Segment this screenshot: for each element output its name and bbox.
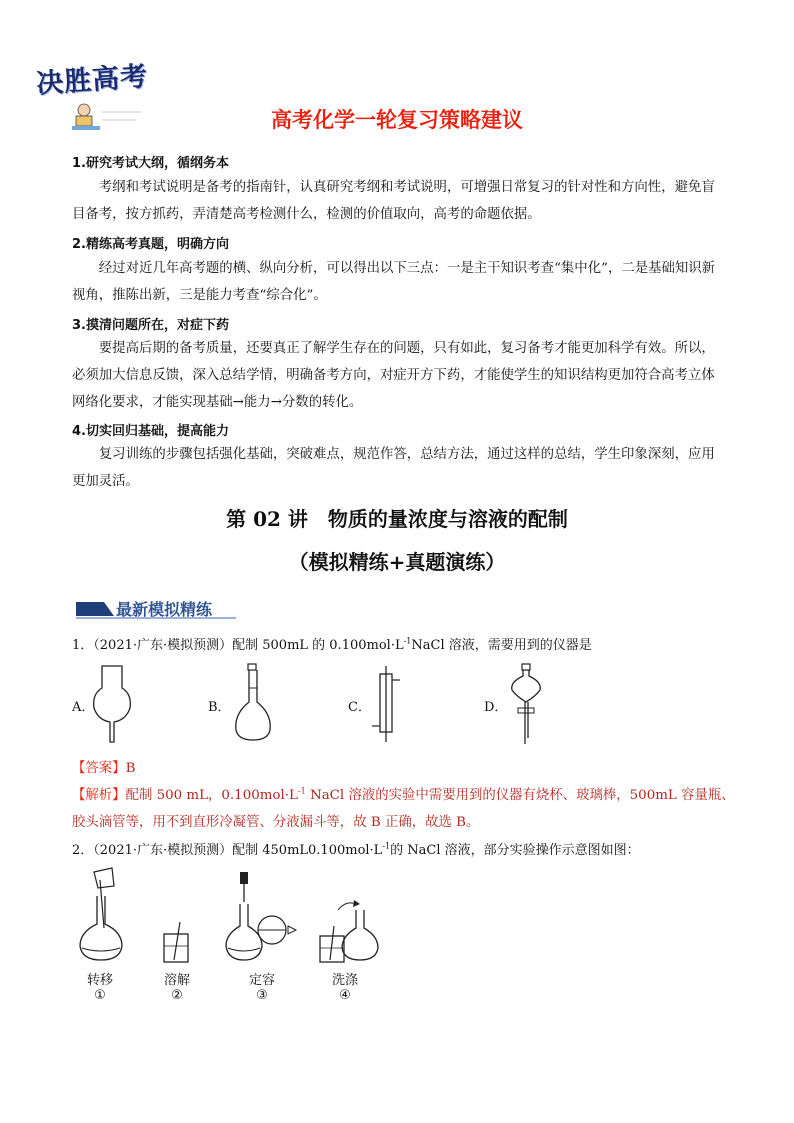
- section-header: [76, 596, 236, 622]
- analysis-text: 配制 500 mL，0.100mol·L: [125, 788, 298, 803]
- question-1-stem-part: NaCl 溶液，需要用到的仪器是: [411, 638, 592, 653]
- question-1-stem-sup: -1: [403, 636, 412, 646]
- question-1-stem: [72, 634, 592, 653]
- strategy-heading-2: 2.精练高考真题，明确方向: [72, 237, 229, 252]
- section-label: 最新模拟精练: [116, 600, 213, 619]
- wash-step-icon: [320, 900, 378, 962]
- analysis-text: NaCl 溶液的实验中需要用到的仪器有烧杯、玻璃棒，500mL 容量瓶、: [305, 788, 735, 803]
- step-2-number: ②: [171, 988, 183, 1003]
- constant-volume-step-icon: [226, 872, 296, 960]
- page-title: 高考化学一轮复习策略建议: [271, 108, 523, 132]
- question-2-stem: [72, 839, 640, 858]
- question-2-stem-part: 的 NaCl 溶液，部分实验操作示意图如图：: [390, 843, 640, 858]
- analysis-line-2: 胶头滴管等，用不到直形冷凝管、分液漏斗等，故 B 正确，故选 B。: [72, 815, 480, 830]
- step-2-label: 溶解: [163, 973, 190, 988]
- step-3-label: 定容: [248, 973, 275, 988]
- separatory-funnel-icon: [506, 662, 546, 748]
- experiment-steps-diagram: [72, 866, 392, 966]
- condenser-icon: [368, 664, 404, 744]
- question-2-stem-sup: -1: [382, 841, 391, 851]
- option-b-label: B．: [208, 700, 231, 715]
- step-1-number: ①: [94, 988, 106, 1003]
- answer-label: 【答案】: [72, 761, 126, 776]
- option-a-label: A．: [72, 700, 95, 715]
- dissolve-step-icon: [164, 922, 188, 962]
- round-bottom-flask-icon: [90, 662, 134, 746]
- analysis-label: 【解析】: [72, 788, 126, 803]
- strategy-body-2: 经过对近几年高考题的横、纵向分析，可以得出以下三点：一是主干知识考查“集中化”，二是基础知识新视角，推陈出新，三是能力考查“综合化”。: [72, 261, 716, 303]
- analysis-line-1: [72, 784, 735, 803]
- strategy-heading-4: 4.切实回归基础，提高能力: [72, 424, 229, 439]
- logo-text: 决胜高考: [35, 61, 150, 100]
- question-1-stem-part: 1．（2021·广东·模拟预测）配制 500mL 的 0.100mol·L: [72, 638, 404, 653]
- step-4-number: ④: [339, 988, 351, 1003]
- lecture-subtitle: （模拟精练+真题演练）: [288, 550, 506, 574]
- step-1-label: 转移: [86, 973, 113, 988]
- step-3-number: ③: [256, 988, 268, 1003]
- option-c-label: C．: [348, 700, 371, 715]
- answer-line: [72, 757, 135, 776]
- volumetric-flask-icon: [230, 662, 276, 744]
- lecture-title: 第 02 讲 物质的量浓度与溶液的配制: [226, 507, 568, 531]
- option-d-label: D．: [484, 700, 508, 715]
- strategy-heading-3: 3.摸清问题所在，对症下药: [72, 318, 229, 333]
- transfer-step-icon: [80, 868, 122, 960]
- question-2-stem-part: 2．（2021·广东·模拟预测）配制 450mL0.100mol·L: [72, 843, 383, 858]
- step-4-label: 洗涤: [331, 973, 358, 988]
- analysis-sup: -1: [297, 786, 306, 796]
- strategy-heading-1: 1.研究考试大纲，循纲务本: [72, 156, 229, 171]
- strategy-body-4: 复习训练的步骤包括强化基础，突破难点，规范作答，总结方法，通过这样的总结，学生印象深刻，应用更加灵活。: [72, 447, 715, 489]
- strategy-body-1: 考纲和考试说明是备考的指南针，认真研究考纲和考试说明，可增强日常复习的针对性和方向性，避免盲目备考，按方抓药，弄清楚高考检测什么，检测的价值取向，高考的命题依据。: [72, 180, 715, 222]
- strategy-body-3: 要提高后期的备考质量，还要真正了解学生存在的问题，只有如此，复习备考才能更加科学有效。所以，必须加大信息反馈，深入总结学情，明确备考方向，对症开方下药，才能使学生的知识结构更加符合高考立体网络化要求，才能实现基础→能力→分数的转化。: [72, 341, 715, 410]
- answer-value: B: [125, 761, 136, 776]
